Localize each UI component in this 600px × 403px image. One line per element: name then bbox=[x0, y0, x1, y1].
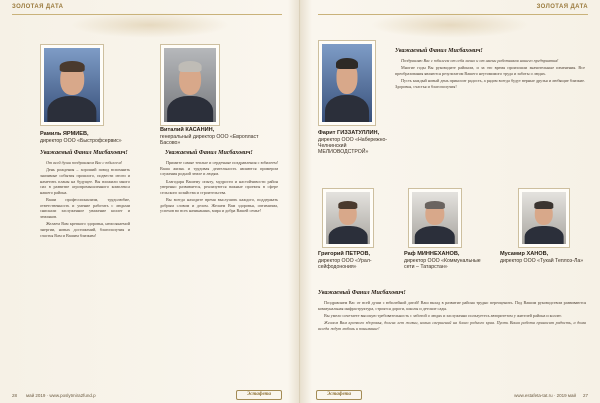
portrait-photo bbox=[322, 44, 372, 122]
portrait-photo bbox=[412, 192, 458, 244]
photo-card-3 bbox=[318, 40, 376, 126]
person-name-3: Фарит ГИЗЗАТУЛЛИН, директор ООО «Набережно-Челнинский МЕЛИОВОДСТРОЙ» bbox=[318, 130, 388, 155]
header-ornament-left bbox=[70, 12, 230, 38]
greeting-2: Уважаемый Фанил Мисбахович! bbox=[165, 150, 253, 156]
issue-info-left: май 2019 · www.poslytmira2fund.p bbox=[26, 393, 96, 398]
magazine-logo-left: Эстафета bbox=[236, 390, 282, 400]
photo-card-2 bbox=[160, 44, 220, 126]
photo-card-6 bbox=[518, 188, 570, 248]
page-number-left: 28 bbox=[12, 393, 18, 398]
greeting-1: Уважаемый Фанил Мисбахович! bbox=[40, 150, 128, 156]
text-column-2: Примите самые теплые и сердечные поздравления с юбилеем! Ваша жизнь и трудовая деятельность являются примером служения родной земле и людям. Благодаря Вашему опыту, мудрости и настойчивости район уверенно развивается, реализуются важные проекты в сфере сельского хозяйства и строительства. Вы всегда находите время выслушать каждого, поддержать добрым словом и делом. Желаем Вам здоровья, оптимизма, успехов во всех начинаниях, мира и добра Вашей семье! bbox=[160, 160, 278, 214]
greeting-3: Уважаемый Фанил Мисбахович! bbox=[395, 48, 483, 54]
person-name-1: Рамиль ЯРМИЕВ, директор ООО «Быстрофсервис» bbox=[40, 131, 122, 144]
photo-card-1 bbox=[40, 44, 104, 126]
header-left-title: ЗОЛОТАЯ ДАТА bbox=[12, 4, 64, 10]
portrait-photo bbox=[522, 192, 566, 244]
photo-card-4 bbox=[322, 188, 374, 248]
issue-info-right: www.estafeta-tat.ru · 2019 май bbox=[514, 393, 576, 398]
person-name-5: Раф МИННЕХАНОВ, директор ООО «Коммунальные сети – Татарстан» bbox=[404, 251, 481, 270]
text-column-3: Поздравляю Вас с юбилеем от себя лично и от имени работников нашего предприятия! Многие годы Вы руководите районом, и за это время произошли значительные изменения. Все преобразования являются результатом Вашего неутомимого труда и заботы о людях. Пусть каждый новый день приносит радость, а рядом всегда будут верные друзья и любящие близкие. Здоровья, счастья и благополучия! bbox=[395, 58, 585, 89]
magazine-logo-right: Эстафета bbox=[316, 390, 362, 400]
person-name-6: Мусамир ХАНОВ, директор ООО «Тукай Теплоэ-Ла» bbox=[500, 251, 584, 264]
header-right-title: ЗОЛОТАЯ ДАТА bbox=[536, 4, 588, 10]
text-column-4: Поздравляем Вас от всей души с юбилейной датой! Ваш вклад в развитие района трудно переоценить. Под Вашим руководством развиваются коммунальная инфраструктура, строятся дороги, школы и детские сады. Вы умело сочетаете высокую требовательность с заботой о людях и заслуженно пользуетесь авторитетом у жителей района и коллег. Желаем Вам крепкого здоровья, долгих лет жизни, новых свершений на благо родного края. Пусть Ваша работа приносит радость, а дома всегда ждут любовь и понимание! bbox=[318, 300, 586, 331]
header-rule-right bbox=[318, 14, 588, 15]
portrait-photo bbox=[326, 192, 370, 244]
greeting-4: Уважаемый Фанил Мисбахович! bbox=[318, 290, 406, 296]
text-column-1: От всей души поздравляем Вас с юбилеем! День рождения – хороший повод вспомнить значимые события прошлого, подвести итоги и наметить планы на будущее. Вы вложили много сил в развитие агропромышленного комплекса нашего района. Ваши профессионализм, трудолюбие, ответственность и умение работать с людьми снискали заслуженное уважение коллег и земляков. Желаем Вам крепкого здоровья, неиссякаемой энергии, новых достижений, благополучия и счастья Вам и Вашим близким! bbox=[40, 160, 130, 238]
header-rule-left bbox=[12, 14, 282, 15]
page-number-right: 27 bbox=[582, 393, 588, 398]
page-divider bbox=[299, 0, 301, 403]
photo-card-5 bbox=[408, 188, 462, 248]
person-name-2: Виталий КАСАНИН, генеральный директор ООО «Европласт Басово» bbox=[160, 127, 259, 146]
portrait-photo bbox=[44, 48, 100, 122]
person-name-4: Григорий ПЕТРОВ, директор ООО «Урал-сейфодонония» bbox=[318, 251, 372, 270]
portrait-photo bbox=[164, 48, 216, 122]
header-ornament-right bbox=[370, 12, 530, 38]
